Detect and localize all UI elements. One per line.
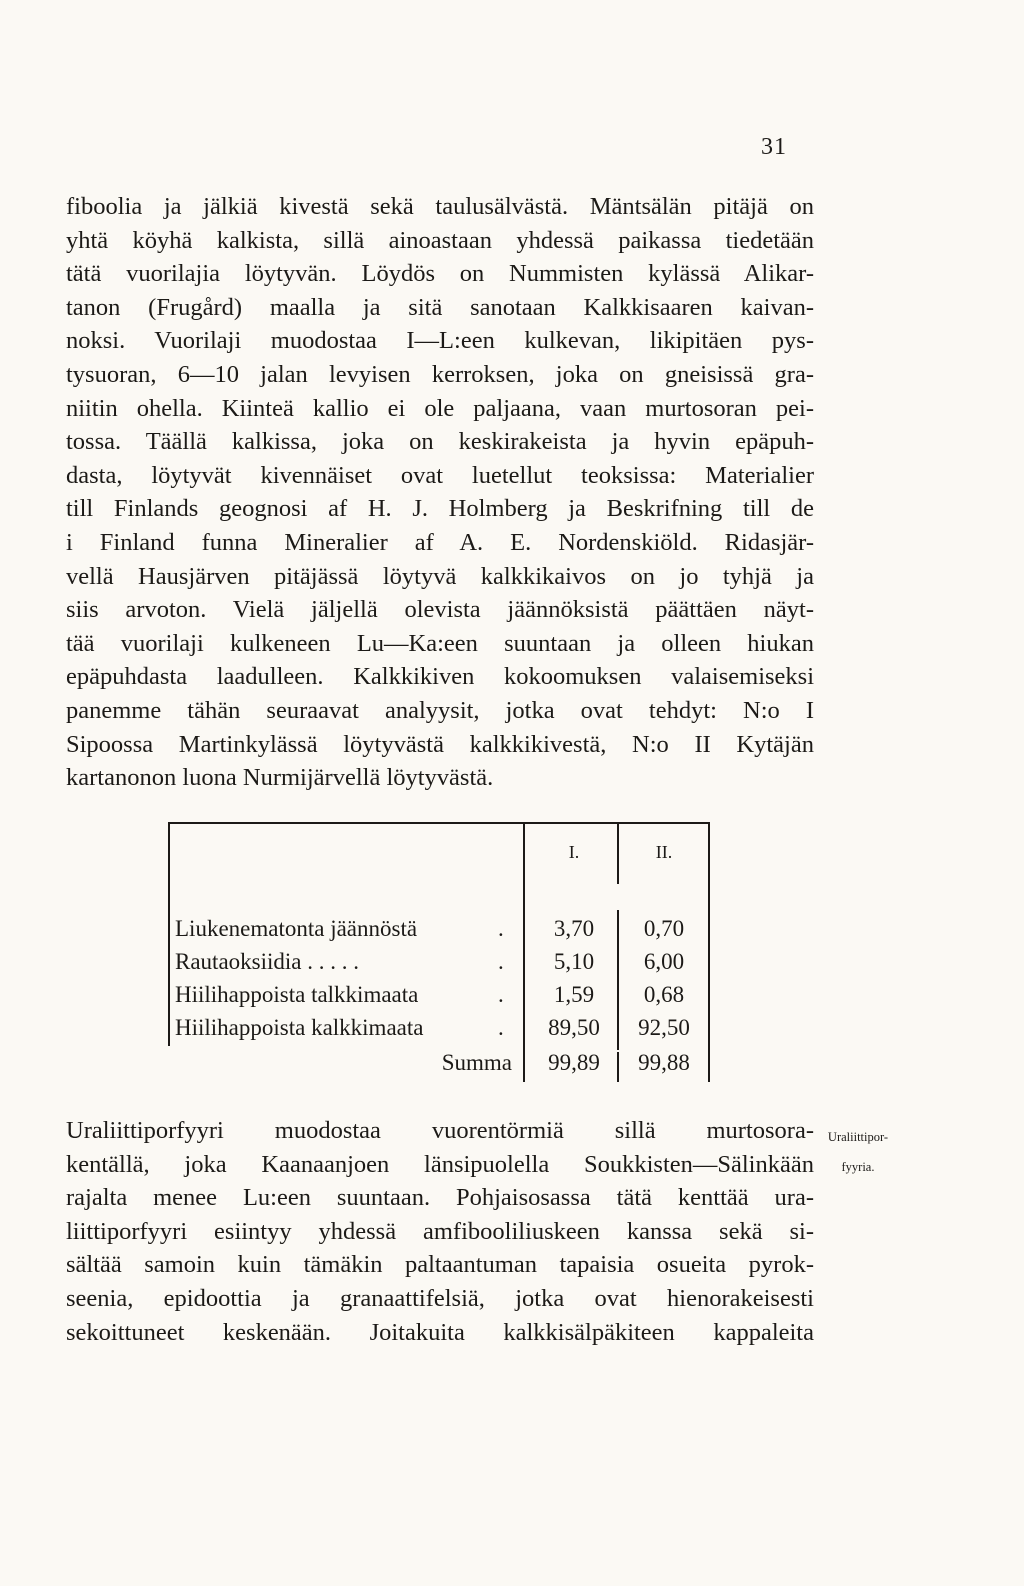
text-line: i Finland funna Mineralier af A. E. Nordenskiöld. Ridasjär- bbox=[66, 528, 814, 556]
text-line: sekoittuneet keskenään. Joitakuita kalkkisälpäkiteen kappaleita bbox=[66, 1318, 814, 1346]
value-i: 89,50 bbox=[548, 1015, 600, 1040]
analysis-table bbox=[168, 822, 710, 1082]
text-line: sältää samoin kuin tämäkin paltaantuman tapaisia osueita pyrok- bbox=[66, 1251, 814, 1279]
value-ii: 6,00 bbox=[643, 949, 685, 974]
text-line: fiboolia ja jälkiä kivestä sekä taulusälvästä. Mäntsälän pitäjä on bbox=[66, 193, 814, 220]
text-line: siis arvoton. Vielä jäljellä olevista jäännöksistä päättäen näyt- bbox=[66, 596, 814, 624]
value-i: 3,70 bbox=[553, 916, 595, 941]
text-line: tätä vuorilajia löytyvän. Löydös on Nummisten kylässä Alikar- bbox=[66, 260, 814, 288]
row-label: Rautaoksiidia . . . . . bbox=[175, 949, 359, 974]
text-line: till Finlands geognosi af H. J. Holmberg ja Beskrifning till de bbox=[66, 495, 814, 523]
text-line: tossa. Täällä kalkissa, joka on keskirakeista ja hyvin epäpuh- bbox=[66, 428, 814, 456]
text-line: kentällä, joka Kaanaanjoen länsipuolella Soukkisten—Sälinkään bbox=[66, 1150, 814, 1178]
paragraph-limestone bbox=[66, 190, 814, 795]
text-line: seenia, epidoottia ja granaattifelsiä, jotka ovat hienorakeisesti bbox=[66, 1284, 814, 1312]
text-line: liittiporfyyri esiintyy yhdessä amfibooliliuskeen kanssa sekä si- bbox=[66, 1217, 814, 1245]
table-row bbox=[168, 945, 710, 978]
table-sum-row bbox=[168, 1046, 710, 1079]
row-label: Liukenematonta jäännöstä bbox=[175, 916, 418, 941]
page-number: 31 bbox=[761, 134, 787, 160]
value-ii: 92,50 bbox=[638, 1015, 690, 1040]
text-line: tysuoran, 6—10 jalan levyisen kerroksen, joka on gneisissä gra- bbox=[66, 360, 814, 388]
row-label: Hiilihappoista talkkimaata bbox=[175, 982, 419, 1007]
row-leader: . bbox=[498, 982, 504, 1007]
text-line: Sipoossa Martinkylässä löytyvästä kalkkikivestä, N:o II Kytäjän bbox=[66, 730, 814, 758]
value-i: 1,59 bbox=[553, 982, 595, 1007]
text-line: noksi. Vuorilaji muodostaa I—L:een kulkevan, likipitäen pys- bbox=[66, 327, 814, 355]
row-leader: . bbox=[498, 916, 504, 941]
sum-value-ii: 99,88 bbox=[638, 1050, 690, 1075]
table-row bbox=[168, 978, 710, 1011]
row-label: Hiilihappoista kalkkimaata bbox=[175, 1015, 424, 1040]
text-line: dasta, löytyvät kivennäiset ovat luetellut teoksissa: Materialier bbox=[66, 461, 814, 489]
table-row bbox=[168, 1011, 710, 1044]
margin-note-line: fyyria. bbox=[841, 1160, 875, 1174]
margin-note bbox=[818, 1122, 898, 1182]
sum-value-i: 99,89 bbox=[548, 1050, 600, 1075]
table-top-rule bbox=[168, 822, 710, 824]
sum-label: Summa bbox=[441, 1050, 512, 1075]
row-leader: . bbox=[498, 1015, 504, 1040]
value-ii: 0,70 bbox=[643, 916, 685, 941]
value-ii: 0,68 bbox=[643, 982, 685, 1007]
column-header-i: I. bbox=[568, 842, 580, 862]
margin-note-line: Uraliittipor- bbox=[827, 1130, 889, 1144]
text-line: Uraliittiporfyyri muodostaa vuorentörmiä sillä murtosora- bbox=[66, 1117, 814, 1144]
column-header-ii: II. bbox=[655, 842, 673, 862]
text-line: tää vuorilaji kulkeneen Lu—Ka:een suuntaan ja olleen hiukan bbox=[66, 629, 814, 657]
table-row bbox=[168, 912, 710, 945]
value-i: 5,10 bbox=[553, 949, 595, 974]
text-line: tanon (Frugård) maalla ja sitä sanotaan Kalkkisaaren kaivan- bbox=[66, 293, 814, 321]
text-line: panemme tähän seuraavat analyysit, jotka ovat tehdyt: N:o I bbox=[66, 696, 814, 724]
text-line: rajalta menee Lu:een suuntaan. Pohjaisosassa tätä kenttää ura- bbox=[66, 1184, 814, 1212]
text-line: niitin ohella. Kiinteä kallio ei ole paljaana, vaan murtosoran pei- bbox=[66, 394, 814, 422]
text-line: vellä Hausjärven pitäjässä löytyvä kalkkikaivos on jo tyhjä ja bbox=[66, 562, 814, 590]
paragraph-uralite-porphyry bbox=[66, 1114, 814, 1349]
text-line: kartanonon luona Nurmijärvellä löytyvästä. bbox=[66, 764, 494, 792]
row-leader: . bbox=[498, 949, 504, 974]
text-line: epäpuhdasta laadulleen. Kalkkikiven kokoomuksen valaisemiseksi bbox=[66, 663, 814, 691]
table-header-row bbox=[168, 836, 710, 869]
text-line: yhtä köyhä kalkista, sillä ainoastaan yhdessä paikassa tiedetään bbox=[66, 226, 814, 254]
